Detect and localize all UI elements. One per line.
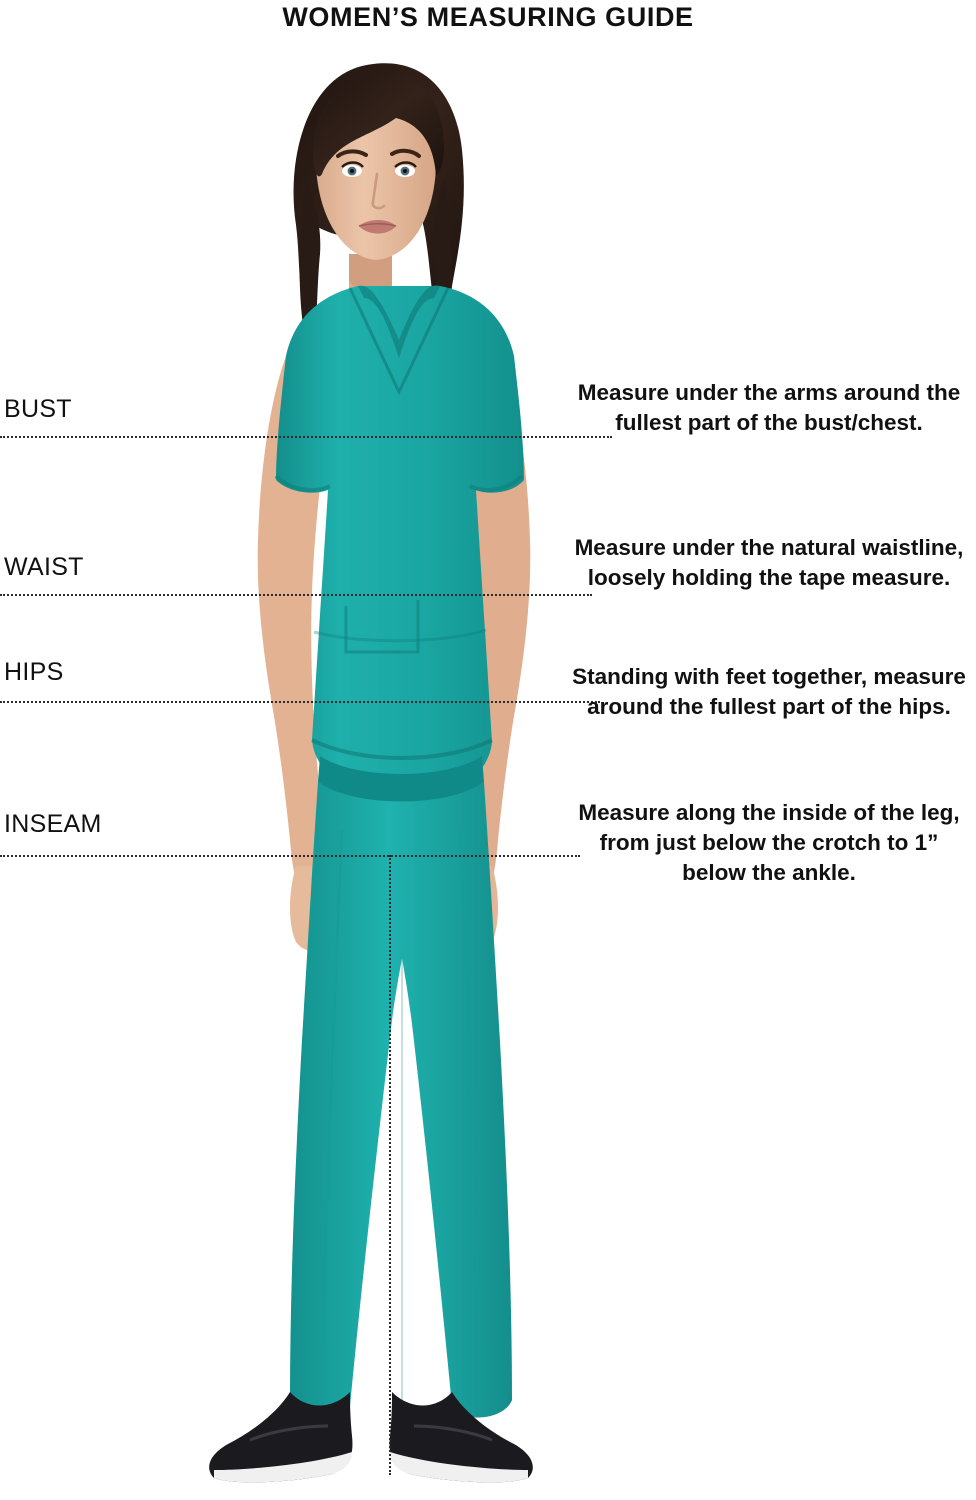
model-illustration xyxy=(100,40,620,1490)
label-inseam: INSEAM xyxy=(4,810,102,838)
waist-leader-line xyxy=(0,594,592,596)
label-bust: BUST xyxy=(4,395,72,423)
description-inseam: Measure along the inside of the leg, from just below the crotch to 1” below the ankle. xyxy=(578,800,960,885)
page-title: WOMEN’S MEASURING GUIDE xyxy=(282,2,694,32)
description-waist: Measure under the natural waistline, loosely holding the tape measure. xyxy=(574,535,964,590)
description-bust: Measure under the arms around the fullest part of the bust/chest. xyxy=(577,380,961,435)
label-hips: HIPS xyxy=(4,658,64,686)
inseam-vertical-line xyxy=(389,855,391,1475)
inseam-leader-line xyxy=(0,855,580,857)
description-hips: Standing with feet together, measure around the fullest part of the hips. xyxy=(572,664,966,719)
bust-leader-line xyxy=(0,436,612,438)
label-waist: WAIST xyxy=(4,553,84,581)
hips-leader-line xyxy=(0,701,600,703)
